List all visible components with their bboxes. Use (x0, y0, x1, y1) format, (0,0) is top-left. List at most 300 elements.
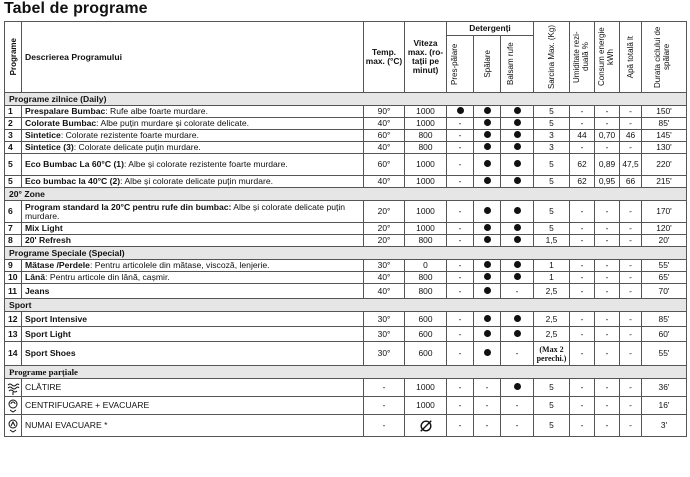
wash-cell (474, 312, 501, 327)
header-detergenti: Detergenți (447, 22, 534, 36)
table-row (5, 272, 687, 284)
energy-cell: - (595, 284, 620, 299)
duration-cell: 3' (642, 415, 687, 437)
section-title: Programe zilnice (Daily) (5, 93, 687, 106)
drain-only-icon (6, 419, 20, 433)
section-title: 20° Zone (5, 188, 687, 201)
bullet-icon (484, 131, 491, 138)
header-umiditate: Umiditate rezi-duală % (570, 22, 595, 93)
temp-cell: 20° (364, 223, 405, 235)
energy-cell: - (595, 342, 620, 366)
wash-cell (474, 223, 501, 235)
humidity-cell: 62 (570, 154, 595, 176)
bullet-icon (484, 107, 491, 114)
rinse-icon (6, 381, 20, 395)
duration-cell: 220' (642, 154, 687, 176)
partial-program-label: CENTRIFUGARE + EVACUARE (22, 397, 364, 415)
table-row (5, 223, 687, 235)
no-spin-icon (419, 419, 433, 433)
program-details: : Pentru articole din lână, cașmir. (45, 272, 170, 282)
duration-cell: 70' (642, 284, 687, 299)
program-name: Eco bumbac la 40°C (2) (25, 176, 121, 186)
humidity-cell: 44 (570, 130, 595, 142)
bullet-icon (514, 330, 521, 337)
bullet-icon (484, 177, 491, 184)
duration-cell: 20' (642, 235, 687, 247)
table-row (5, 130, 687, 142)
load-cell: 5 (534, 223, 570, 235)
load-cell: 3 (534, 130, 570, 142)
bullet-icon (484, 224, 491, 231)
humidity-cell: - (570, 312, 595, 327)
wash-cell: - (474, 415, 501, 437)
program-number: 12 (5, 312, 22, 327)
bullet-icon (484, 287, 491, 294)
prewash-cell: - (447, 379, 474, 397)
program-details: : Colorate delicate puțin murdare. (73, 142, 201, 152)
program-name: Sport Shoes (25, 348, 76, 358)
section-header (5, 366, 687, 379)
load-cell: (Max 2 perechi.) (534, 342, 570, 366)
wash-cell (474, 342, 501, 366)
water-cell: 46 (620, 130, 642, 142)
program-description (22, 201, 364, 223)
softener-cell: - (501, 342, 534, 366)
header-apa: Apă totală lt (620, 22, 642, 93)
program-details: Albe și colorate delicate puțin murdare. (25, 201, 346, 221)
temp-cell: 20° (364, 235, 405, 247)
program-details: : Albe și colorate delicate puțin murdare. (120, 176, 274, 186)
load-cell: 1 (534, 272, 570, 284)
table-row (5, 312, 687, 327)
program-number: 7 (5, 223, 22, 235)
energy-cell: 0,89 (595, 154, 620, 176)
program-number: 2 (5, 118, 22, 130)
wash-cell (474, 272, 501, 284)
program-details: : Pentru articolele din mătase, viscoză, lenjerie. (89, 260, 270, 270)
water-cell: - (620, 415, 642, 437)
prewash-cell: - (447, 176, 474, 188)
program-description (22, 223, 364, 235)
temp-cell: - (364, 415, 405, 437)
energy-cell: - (595, 327, 620, 342)
page-title: Tabel de programe (4, 0, 148, 17)
humidity-cell: - (570, 284, 595, 299)
partial-icon-cell (5, 397, 22, 415)
wash-cell (474, 130, 501, 142)
duration-cell: 150' (642, 106, 687, 118)
partial-program-label: CLĂTIRE (22, 379, 364, 397)
speed-cell: 800 (405, 284, 447, 299)
humidity-cell: 62 (570, 176, 595, 188)
duration-cell: 85' (642, 118, 687, 130)
bullet-icon (514, 131, 521, 138)
temp-cell: 40° (364, 118, 405, 130)
duration-cell: 55' (642, 342, 687, 366)
bullet-icon (514, 273, 521, 280)
wash-cell (474, 201, 501, 223)
prewash-cell: - (447, 130, 474, 142)
program-number: 5 (5, 176, 22, 188)
table-row (5, 342, 687, 366)
water-cell: 47,5 (620, 154, 642, 176)
water-cell: - (620, 397, 642, 415)
temp-cell: 60° (364, 130, 405, 142)
temp-cell: 40° (364, 142, 405, 154)
program-description (22, 176, 364, 188)
wash-cell (474, 176, 501, 188)
program-name: 20' Refresh (25, 235, 71, 245)
humidity-cell: - (570, 327, 595, 342)
speed-cell: 600 (405, 327, 447, 342)
water-cell: - (620, 272, 642, 284)
speed-cell: 1000 (405, 397, 447, 415)
speed-cell (405, 415, 447, 437)
program-name: Program standard la 20°C pentru rufe din bumbac: (25, 201, 232, 212)
program-number: 11 (5, 284, 22, 299)
water-cell: - (620, 201, 642, 223)
prewash-cell: - (447, 235, 474, 247)
prewash-cell: - (447, 272, 474, 284)
load-cell: 5 (534, 106, 570, 118)
speed-cell: 1000 (405, 223, 447, 235)
partial-icon-cell (5, 379, 22, 397)
energy-cell: - (595, 201, 620, 223)
humidity-cell: - (570, 379, 595, 397)
bullet-icon (514, 224, 521, 231)
program-description (22, 142, 364, 154)
softener-cell (501, 312, 534, 327)
energy-cell: - (595, 415, 620, 437)
program-number: 4 (5, 142, 22, 154)
softener-cell (501, 223, 534, 235)
header-programe: Programe (5, 22, 22, 93)
water-cell: - (620, 327, 642, 342)
humidity-cell: - (570, 223, 595, 235)
wash-cell (474, 235, 501, 247)
duration-cell: 215' (642, 176, 687, 188)
softener-cell (501, 142, 534, 154)
energy-cell: - (595, 397, 620, 415)
bullet-icon (484, 330, 491, 337)
humidity-cell: - (570, 235, 595, 247)
speed-cell: 800 (405, 235, 447, 247)
humidity-cell: - (570, 106, 595, 118)
program-details: : Albe puțin murdare și colorate delicate. (96, 118, 250, 128)
speed-cell: 1000 (405, 154, 447, 176)
bullet-icon (484, 315, 491, 322)
speed-cell: 1000 (405, 106, 447, 118)
humidity-cell: - (570, 397, 595, 415)
softener-cell (501, 272, 534, 284)
softener-cell (501, 154, 534, 176)
water-cell: - (620, 223, 642, 235)
water-cell: - (620, 260, 642, 272)
table-row (5, 397, 687, 415)
wash-cell (474, 327, 501, 342)
temp-cell: 40° (364, 284, 405, 299)
temp-cell: 40° (364, 176, 405, 188)
humidity-cell: - (570, 142, 595, 154)
energy-cell: - (595, 106, 620, 118)
water-cell: - (620, 379, 642, 397)
speed-cell: 600 (405, 312, 447, 327)
softener-cell (501, 327, 534, 342)
program-description (22, 106, 364, 118)
temp-cell: 30° (364, 327, 405, 342)
load-cell: 5 (534, 379, 570, 397)
wash-cell: - (474, 379, 501, 397)
program-name: Mătase /Perdele (25, 260, 90, 270)
bullet-icon (484, 143, 491, 150)
energy-cell: - (595, 235, 620, 247)
softener-cell (501, 260, 534, 272)
load-cell: 2,5 (534, 327, 570, 342)
program-description (22, 118, 364, 130)
program-description (22, 235, 364, 247)
prewash-cell: - (447, 342, 474, 366)
temp-cell: - (364, 397, 405, 415)
load-cell: 5 (534, 201, 570, 223)
header-spalare: Spălare (474, 36, 501, 93)
energy-cell: - (595, 379, 620, 397)
prewash-cell: - (447, 223, 474, 235)
program-number: 1 (5, 106, 22, 118)
bullet-icon (514, 315, 521, 322)
speed-cell: 800 (405, 130, 447, 142)
table-row (5, 142, 687, 154)
section-header (5, 299, 687, 312)
header-balsam: Balsam rufe (501, 36, 534, 93)
energy-cell: - (595, 142, 620, 154)
program-description (22, 342, 364, 366)
softener-cell: - (501, 284, 534, 299)
softener-cell (501, 201, 534, 223)
water-cell: - (620, 106, 642, 118)
program-number: 13 (5, 327, 22, 342)
load-cell: 5 (534, 415, 570, 437)
bullet-icon (514, 383, 521, 390)
energy-cell: - (595, 223, 620, 235)
program-description (22, 272, 364, 284)
water-cell: - (620, 118, 642, 130)
bullet-icon (514, 107, 521, 114)
program-description (22, 130, 364, 142)
speed-cell: 1000 (405, 379, 447, 397)
table-row (5, 415, 687, 437)
humidity-cell: - (570, 260, 595, 272)
wash-cell (474, 154, 501, 176)
wash-cell (474, 142, 501, 154)
bullet-icon (484, 119, 491, 126)
softener-cell: - (501, 397, 534, 415)
duration-cell: 145' (642, 130, 687, 142)
load-cell: 3 (534, 142, 570, 154)
section-header (5, 93, 687, 106)
water-cell: 66 (620, 176, 642, 188)
partial-icon-cell (5, 415, 22, 437)
bullet-icon (514, 160, 521, 167)
duration-cell: 170' (642, 201, 687, 223)
softener-cell (501, 176, 534, 188)
bullet-icon (514, 236, 521, 243)
energy-cell: - (595, 260, 620, 272)
water-cell: - (620, 342, 642, 366)
temp-cell: 30° (364, 342, 405, 366)
humidity-cell: - (570, 201, 595, 223)
program-number: 14 (5, 342, 22, 366)
prewash-cell: - (447, 327, 474, 342)
bullet-icon (514, 119, 521, 126)
spin-drain-icon (6, 399, 20, 413)
humidity-cell: - (570, 272, 595, 284)
program-number: 5 (5, 154, 22, 176)
water-cell: - (620, 312, 642, 327)
energy-cell: - (595, 118, 620, 130)
program-number: 6 (5, 201, 22, 223)
table-row (5, 379, 687, 397)
program-name: Eco Bumbac La 60°C (1) (25, 159, 124, 169)
wash-cell: - (474, 397, 501, 415)
softener-cell (501, 130, 534, 142)
bullet-icon (484, 261, 491, 268)
duration-cell: 55' (642, 260, 687, 272)
prewash-cell: - (447, 415, 474, 437)
temp-cell: 30° (364, 312, 405, 327)
duration-cell: 65' (642, 272, 687, 284)
load-cell: 1 (534, 260, 570, 272)
bullet-icon (514, 261, 521, 268)
section-title: Programe Speciale (Special) (5, 247, 687, 260)
table-row (5, 176, 687, 188)
section-header (5, 247, 687, 260)
prewash-cell: - (447, 397, 474, 415)
wash-cell (474, 260, 501, 272)
load-cell: 2,5 (534, 284, 570, 299)
prewash-cell: - (447, 284, 474, 299)
softener-cell (501, 235, 534, 247)
humidity-cell: - (570, 415, 595, 437)
bullet-icon (514, 207, 521, 214)
load-cell: 5 (534, 154, 570, 176)
water-cell: - (620, 284, 642, 299)
program-description (22, 260, 364, 272)
table-row (5, 284, 687, 299)
softener-cell (501, 379, 534, 397)
header-descriere: Descrierea Programului (22, 22, 364, 93)
table-row (5, 118, 687, 130)
header-sarcina: Sarcina Max. (Kg) (534, 22, 570, 93)
humidity-cell: - (570, 342, 595, 366)
program-name: Jeans (25, 285, 50, 296)
program-name: Prespalare Bumbac (25, 106, 106, 116)
program-table (4, 21, 687, 437)
wash-cell (474, 118, 501, 130)
table-row (5, 201, 687, 223)
bullet-icon (484, 236, 491, 243)
speed-cell: 1000 (405, 118, 447, 130)
duration-cell: 130' (642, 142, 687, 154)
program-details: : Albe și colorate rezistente foarte murdare. (123, 159, 288, 169)
duration-cell: 36' (642, 379, 687, 397)
program-details: : Colorate rezistente foarte murdare. (60, 130, 199, 140)
table-row (5, 235, 687, 247)
program-description (22, 327, 364, 342)
duration-cell: 16' (642, 397, 687, 415)
header-viteza: Viteza max. (ro-tații pe minut) (405, 22, 447, 93)
program-number: 8 (5, 235, 22, 247)
speed-cell: 800 (405, 142, 447, 154)
load-cell: 2,5 (534, 312, 570, 327)
bullet-icon (514, 143, 521, 150)
program-number: 3 (5, 130, 22, 142)
speed-cell: 800 (405, 272, 447, 284)
table-row (5, 106, 687, 118)
energy-cell: 0,70 (595, 130, 620, 142)
wash-cell (474, 106, 501, 118)
bullet-icon (514, 177, 521, 184)
prewash-cell: - (447, 154, 474, 176)
table-row (5, 327, 687, 342)
softener-cell (501, 106, 534, 118)
section-header (5, 188, 687, 201)
program-number: 10 (5, 272, 22, 284)
speed-cell: 1000 (405, 176, 447, 188)
water-cell: - (620, 142, 642, 154)
speed-cell: 600 (405, 342, 447, 366)
load-cell: 5 (534, 118, 570, 130)
load-cell: 1,5 (534, 235, 570, 247)
prewash-cell: - (447, 142, 474, 154)
energy-cell: 0,95 (595, 176, 620, 188)
program-description (22, 154, 364, 176)
program-name: Sport Intensive (25, 313, 88, 324)
softener-cell (501, 118, 534, 130)
prewash-cell: - (447, 260, 474, 272)
program-name: Sintetice (3) (25, 142, 74, 152)
table-row (5, 260, 687, 272)
section-title: Programe parțiale (5, 366, 687, 379)
temp-cell: 40° (364, 272, 405, 284)
prewash-cell: - (447, 118, 474, 130)
speed-cell: 1000 (405, 201, 447, 223)
header-consum: Consum energie kWh (595, 22, 620, 93)
header-temp: Temp. max. (°C) (364, 22, 405, 93)
program-name: Mix Light (25, 223, 63, 233)
temp-cell: 20° (364, 201, 405, 223)
bullet-icon (484, 349, 491, 356)
temp-cell: 90° (364, 106, 405, 118)
program-description (22, 312, 364, 327)
load-cell: 5 (534, 176, 570, 188)
energy-cell: - (595, 272, 620, 284)
duration-cell: 60' (642, 327, 687, 342)
speed-cell: 0 (405, 260, 447, 272)
temp-cell: 30° (364, 260, 405, 272)
program-description (22, 284, 364, 299)
program-name: Colorate Bumbac (25, 118, 97, 128)
softener-cell: - (501, 415, 534, 437)
program-details: : Rufe albe foarte murdare. (105, 106, 208, 116)
bullet-icon (484, 207, 491, 214)
load-cell: 5 (534, 397, 570, 415)
temp-cell: - (364, 379, 405, 397)
program-number: 9 (5, 260, 22, 272)
header-durata: Durata ciclului de spălare (642, 22, 687, 93)
temp-cell: 60° (364, 154, 405, 176)
prewash-cell (447, 106, 474, 118)
water-cell: - (620, 235, 642, 247)
